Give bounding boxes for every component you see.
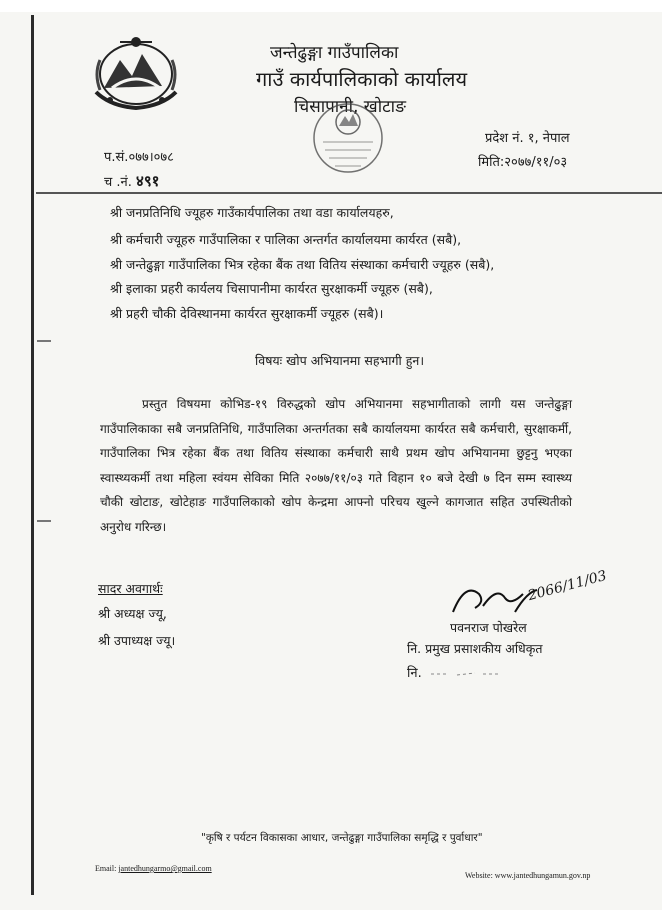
addressee-line: श्री इलाका प्रहरी कार्यलय चिसापानीमा कार्यरत सुरक्षाकर्मी ज्यूहरु (सबै), [110, 281, 433, 296]
addressee-line: श्री कर्मचारी ज्यूहरु गाउँपालिका र पालिका अन्तर्गत कार्यालयमा कार्यरत (सबै), [110, 232, 462, 247]
letter-date: मिति:२०७७/११/०३ [478, 155, 568, 170]
letterhead-office: गाउँ कार्यपालिकाको कार्यालय [256, 67, 468, 91]
reference-number [104, 147, 174, 165]
letter-body: प्रस्तुत विषयमा कोभिड-१९ विरुद्धको खोप अभियानमा सहभागीताको लागी यस जन्तेढुङ्गा गाउँपालिकाका सबै जनप्रतिनिधि, गाउँपालिका अन्तर्गतका सबै कार्यालयमा कार्यरत सबै कर्मचारी, सुरक्षाकर्मी, गाउँपालिका भित्र रहेका बैंक तथा वितिय संस्थाका कर्मचारी साथै प्रथम खोप अभियानमा छुट्टनु भएका स्वास्थ्यकर्मी तथा महिला स्वंयम सेविका मिति २०७७/११/०३ गते विहान १० बजे देखी ७ दिन सम्म स्वास्थ्य चौकी खोटाङ, खोटेहाङ गाउँपालिकाको खोप केन्द्रमा आफ्नो परिचय खुल्ने कागजात सहित उपस्थितीको अनुरोध गरिन्छ। [100, 397, 572, 534]
header-divider [36, 192, 662, 194]
footer-motto: "कृषि र पर्यटन विकासका आधार, जन्तेढुङ्गा गाउँपालिका समृद्धि र पुर्वाधार" [201, 832, 483, 844]
ref-label: प.सं. [104, 150, 129, 165]
scan-margin-mark [37, 520, 51, 522]
addressee-line: श्री जन्तेढुङ्गा गाउँपालिका भित्र रहेका बैंक तथा वितिय संस्थाका कर्मचारी ज्यूहरु (सबै), [110, 257, 495, 272]
scribble-mark [427, 666, 517, 680]
signer-name: पवनराज पोखरेल [450, 620, 527, 635]
signature-date: 2066/11/03 [526, 567, 609, 605]
website-label: Website: [465, 871, 493, 880]
province-text: प्रदेश नं. १, नेपाल [485, 131, 570, 146]
scan-top-margin [0, 0, 662, 12]
scan-margin-mark [37, 340, 51, 342]
initial-scribble [407, 662, 547, 684]
dispatch-value: ४९१ [136, 172, 160, 190]
signer-title: नि. प्रमुख प्रसाशकीय अधिकृत [407, 641, 543, 656]
cc-item: श्री अध्यक्ष ज्यू, [98, 606, 167, 621]
cc-item: श्री उपाध्यक्ष ज्यू। [98, 633, 176, 648]
addressee-line: श्री जनप्रतिनिधि ज्यूहरु गाउँकार्यपालिका तथा वडा कार्यालयहरु, [110, 205, 394, 220]
email-link[interactable]: jantedhungarmo@gmail.com [118, 864, 212, 873]
addressee-line: श्री प्रहरी चौकी देविस्थानमा कार्यरत सुरक्षाकर्मी ज्यूहरु (सबै)। [110, 306, 384, 321]
cc-heading: सादर अवगार्थः [98, 581, 163, 596]
website-link[interactable]: www.jantedhungamun.gov.np [494, 871, 591, 880]
ref-value: ०७७।०७८ [128, 150, 174, 165]
official-stamp-icon [305, 98, 391, 188]
letterhead-municipality: जन्तेढुङ्गा गाउँपालिका [270, 43, 399, 63]
letter-subject: विषयः खोप अभियानमा सहभागी हुन। [255, 353, 425, 368]
dispatch-label: च .नं. [104, 175, 132, 190]
dispatch-number [104, 171, 159, 191]
letterhead-address: चिसापानी, खोटाङ [294, 97, 406, 117]
footer-website [465, 871, 590, 880]
scribble-prefix: नि. [407, 666, 422, 681]
scan-left-edge [31, 15, 34, 895]
nepal-emblem-icon [90, 30, 182, 110]
email-label: Email: [95, 864, 117, 873]
footer-email [95, 864, 212, 873]
